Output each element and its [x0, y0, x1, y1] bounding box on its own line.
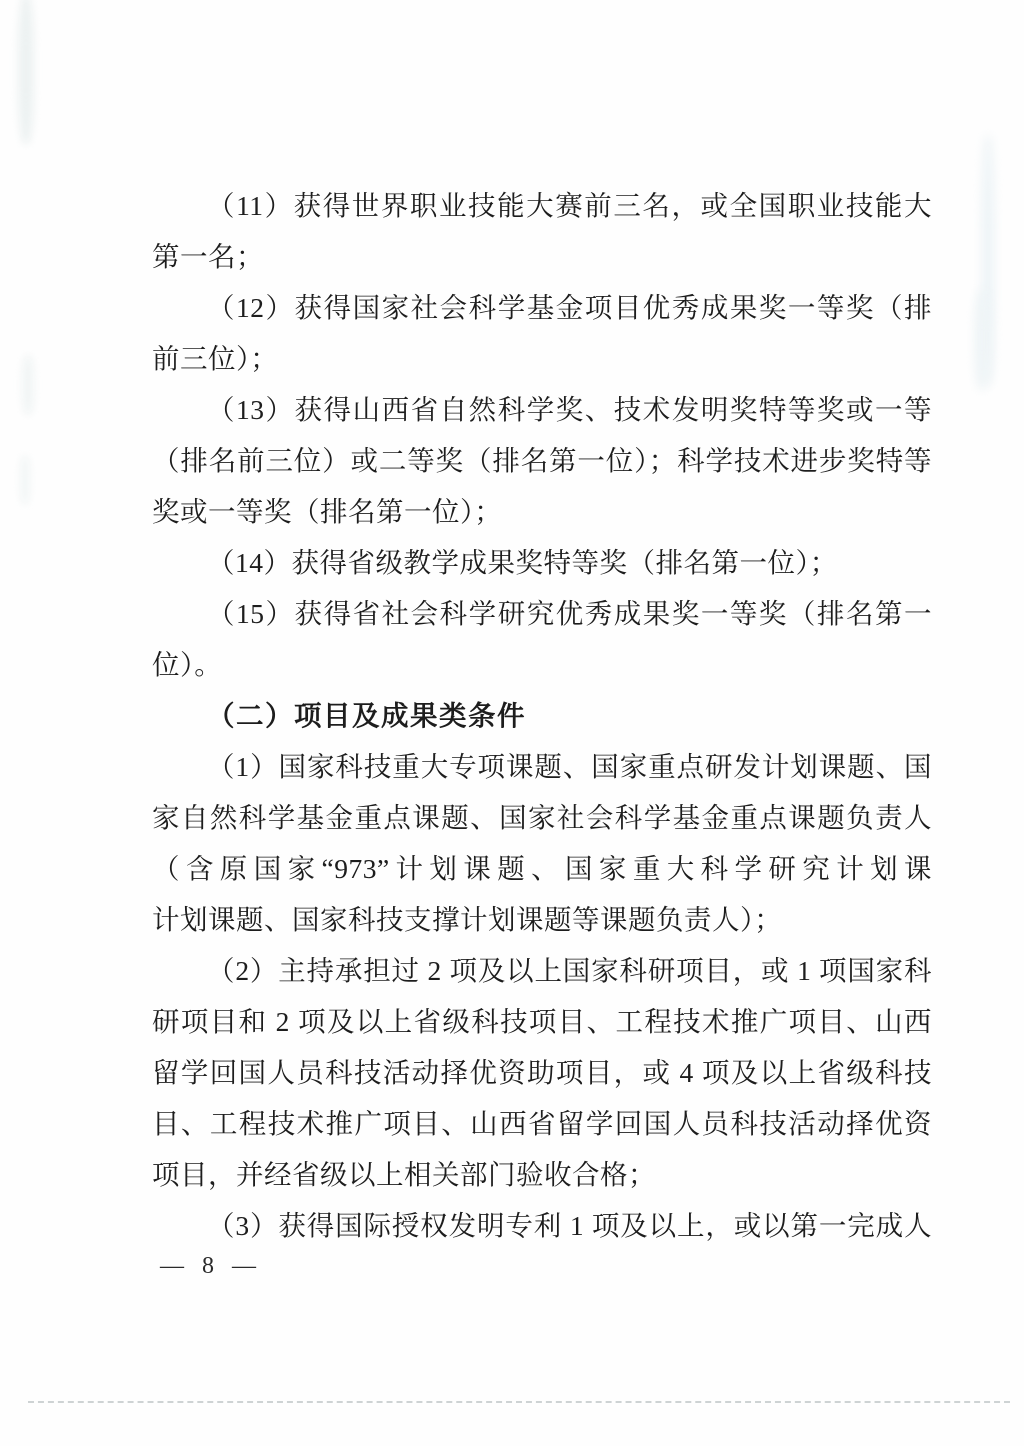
- text-line: （2）主持承担过 2 项及以上国家科研项目，或 1 项国家科: [207, 955, 932, 986]
- scan-artifact: [975, 290, 989, 390]
- text-line: 项目，并经省级以上相关部门验收合格；: [152, 1159, 656, 1190]
- text-line: 目、工程技术推广项目、山西省留学回国人员科技活动择优资: [152, 1108, 932, 1139]
- text-line: 家自然科学基金重点课题、国家社会科学基金重点课题负责人: [152, 802, 932, 833]
- text-line: 第一名；: [152, 241, 264, 272]
- text-line: 留学回国人员科技活动择优资助项目，或 4 项及以上省级科技: [152, 1057, 932, 1088]
- scan-artifact: [20, 455, 30, 505]
- text-line: （11）获得世界职业技能大赛前三名，或全国职业技能大: [207, 190, 932, 221]
- text-line: （1）国家科技重大专项课题、国家重点研发计划课题、国: [207, 751, 932, 782]
- scan-artifact: [22, 355, 34, 415]
- document-body: [152, 180, 932, 1251]
- text-line: 计划课题、国家科技支撑计划课题等课题负责人）；: [152, 904, 783, 935]
- text-line: （3）获得国际授权发明专利 1 项及以上，或以第一完成人: [207, 1210, 932, 1241]
- scan-bottom-edge: [28, 1401, 1010, 1403]
- text-line: 位）。: [152, 649, 223, 680]
- page-number: — 8 —: [160, 1253, 258, 1279]
- text-line: 研项目和 2 项及以上省级科技项目、工程技术推广项目、山西: [152, 1006, 932, 1037]
- text-line: （13）获得山西省自然科学奖、技术发明奖特等奖或一等: [207, 394, 932, 425]
- text-line: （15）获得省社会科学研究优秀成果奖一等奖（排名第一: [207, 598, 932, 629]
- text-line: （14）获得省级教学成果奖特等奖（排名第一位）；: [207, 547, 838, 578]
- text-line: 奖或一等奖（排名第一位）；: [152, 496, 503, 527]
- text-line: （12）获得国家社会科学基金项目优秀成果奖一等奖（排: [207, 292, 932, 323]
- section-heading: （二）项目及成果类条件: [207, 700, 526, 731]
- scan-artifact: [18, 0, 34, 144]
- text-line: 前三位）；: [152, 343, 279, 374]
- text-line: （含原国家“973”计划课题、国家重大科学研究计划课: [152, 853, 932, 884]
- text-line: （排名前三位）或二等奖（排名第一位）；科学技术进步奖特等: [152, 445, 932, 476]
